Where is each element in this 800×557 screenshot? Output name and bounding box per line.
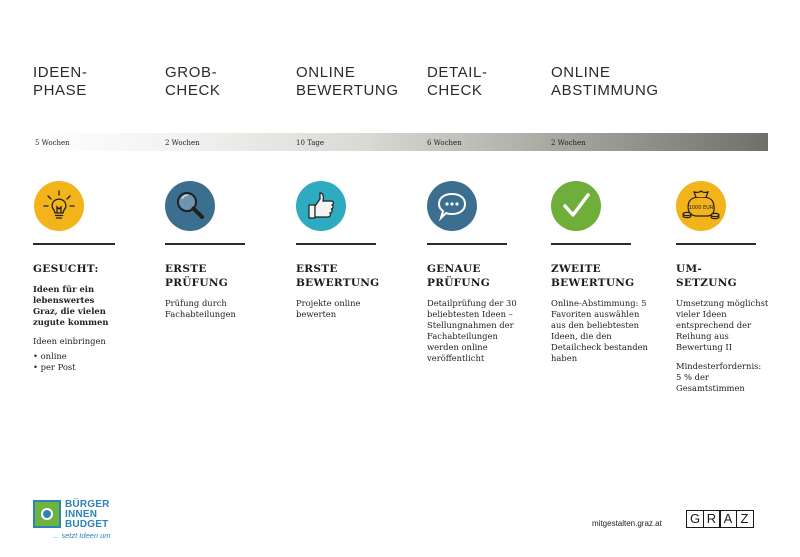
- phase-heading-line: PRÜFUNG: [165, 277, 229, 289]
- phase-detail-grobcheck: [165, 262, 245, 328]
- phase-text: Online-Abstimmung: 5 Favoriten auswählen aus den beliebtesten Ideen, die den Detailcheck bestanden haben: [551, 298, 648, 363]
- phase-heading-line: UM-: [676, 263, 703, 275]
- divider: [676, 243, 756, 245]
- logo-tagline: ... setzt Ideen um: [53, 531, 111, 540]
- phase-detail-umsetzung: [676, 262, 776, 402]
- phase-heading: [296, 262, 380, 290]
- graz-letter: Z: [736, 510, 754, 528]
- timeline-bar: [33, 133, 768, 151]
- divider: [551, 243, 631, 245]
- phase-heading-line: ZWEITE: [551, 263, 601, 275]
- duration-label: 6 Wochen: [427, 139, 462, 147]
- thumbs-up-icon: [296, 181, 346, 231]
- money-bag-icon: [676, 181, 726, 231]
- phase-title-line: BEWERTUNG: [296, 82, 399, 99]
- phase-title-line: CHECK: [165, 82, 221, 99]
- graz-letter: G: [686, 510, 704, 528]
- phase-heading-line: GESUCHT:: [33, 263, 99, 275]
- phase-text: Prüfung durch Fachabteilungen: [165, 298, 236, 319]
- phase-title-line: IDEEN-: [33, 64, 88, 81]
- lightbulb-icon: [34, 181, 84, 231]
- phase-heading-line: BEWERTUNG: [551, 277, 635, 289]
- phase-heading: [33, 262, 121, 276]
- divider: [296, 243, 376, 245]
- logo-text-line: BUDGET: [65, 519, 109, 530]
- phase-heading: [676, 262, 776, 290]
- graz-letter: A: [719, 510, 737, 528]
- phase-text-requirement: Mindesterfordernis: 5 % der Gesamtstimmen: [676, 361, 762, 393]
- phase-title-line: ONLINE: [551, 64, 611, 81]
- divider: [427, 243, 507, 245]
- money-bag-label: 1000 EUR: [688, 205, 714, 211]
- phase-detail-online-abstimmung: [551, 262, 651, 372]
- phase-detail-ideenphase: [33, 262, 121, 373]
- phase-text: Projekte online bewerten: [296, 298, 361, 319]
- logo-text-line: BÜRGER: [65, 499, 110, 510]
- phase-title-line: ONLINE: [296, 64, 356, 81]
- buergerinnenbudget-logo: [33, 500, 163, 546]
- phase-heading-line: BEWERTUNG: [296, 277, 380, 289]
- phase-heading-line: PRÜFUNG: [427, 277, 491, 289]
- phase-title-ideenphase: [33, 64, 87, 100]
- phase-text: Ideen einbringen: [33, 336, 106, 346]
- graz-logo: [686, 510, 752, 528]
- duration-label: 2 Wochen: [551, 139, 586, 147]
- divider: [33, 243, 115, 245]
- duration-label: 2 Wochen: [165, 139, 200, 147]
- logo-mark-icon: [33, 500, 61, 528]
- speech-bubble-icon: [427, 181, 477, 231]
- phase-title-online-abstimmung: [551, 64, 659, 100]
- phase-heading: [165, 262, 245, 290]
- phase-title-grobcheck: [165, 64, 221, 100]
- channel-list: [33, 351, 121, 373]
- phase-heading-line: ERSTE: [165, 263, 207, 275]
- phase-heading-line: GENAUE: [427, 263, 481, 275]
- duration-label: 10 Tage: [296, 139, 325, 147]
- phase-heading: [427, 262, 527, 290]
- phase-title-line: GROB-: [165, 64, 218, 81]
- phase-title-line: CHECK: [427, 82, 483, 99]
- phase-heading-line: SETZUNG: [676, 277, 737, 289]
- phase-heading: [551, 262, 651, 290]
- phase-title-online-bewertung: [296, 64, 399, 100]
- list-item: • per Post: [33, 362, 76, 372]
- phase-text: Umsetzung möglichst vieler Ideen entsprechend der Reihung aus Bewertung II: [676, 298, 769, 352]
- duration-label: 5 Wochen: [35, 139, 70, 147]
- phase-heading-line: ERSTE: [296, 263, 338, 275]
- phase-title-line: ABSTIMMUNG: [551, 82, 659, 99]
- phase-detail-online-bewertung: [296, 262, 380, 328]
- phase-title-line: PHASE: [33, 82, 87, 99]
- magnifier-icon: [165, 181, 215, 231]
- divider: [165, 243, 245, 245]
- graz-letter: R: [703, 510, 721, 528]
- website-link[interactable]: mitgestalten.graz.at: [592, 519, 662, 528]
- phase-text: Detailprüfung der 30 beliebtesten Ideen – Stellungnahmen der Fachabteilungen werden online veröffentlicht: [427, 298, 517, 363]
- phase-title-detailcheck: [427, 64, 488, 100]
- list-item: • online: [33, 351, 67, 361]
- phase-bold-text: Ideen für ein lebenswertes Graz, die vielen zugute kommen: [33, 284, 109, 327]
- logo-text-line: INNEN: [65, 509, 98, 520]
- checkmark-icon: [551, 181, 601, 231]
- phase-detail-detailcheck: [427, 262, 527, 372]
- phase-title-line: DETAIL-: [427, 64, 488, 81]
